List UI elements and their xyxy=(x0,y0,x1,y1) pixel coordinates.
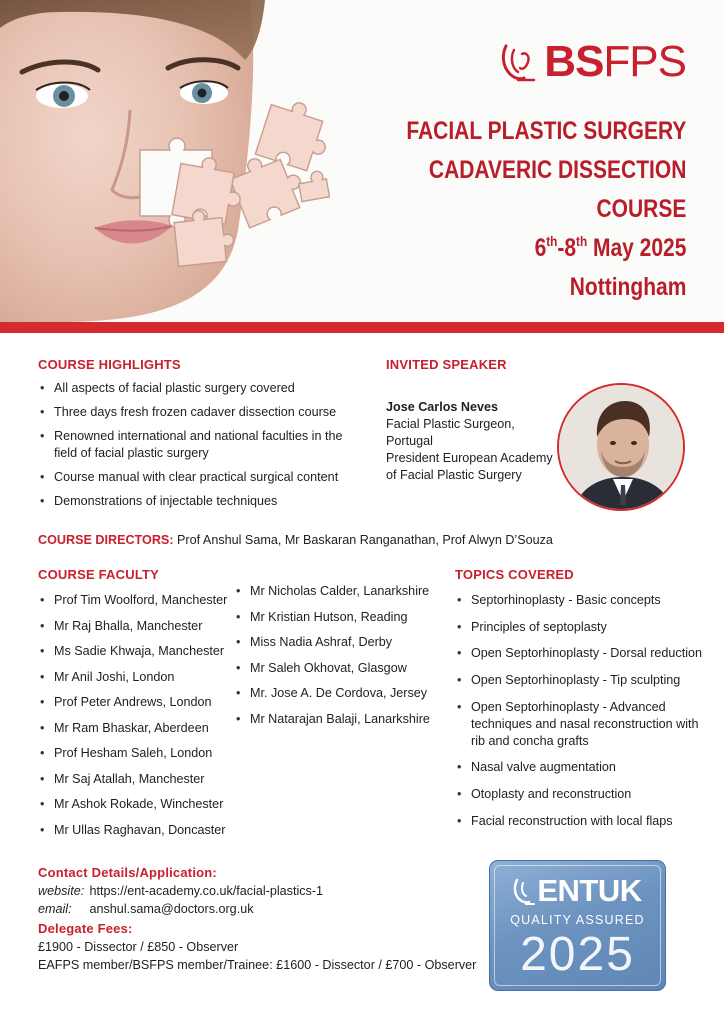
list-item: • Mr Saleh Okhovat, Glasgow xyxy=(234,660,434,677)
speaker-portrait-image xyxy=(559,385,685,511)
invited-speaker xyxy=(386,356,556,484)
list-item: • Mr Natarajan Balaji, Lanarkshire xyxy=(234,711,434,728)
speaker-title: President European Academy xyxy=(386,451,553,465)
title-line-2: CADAVERIC DISSECTION xyxy=(428,156,686,184)
email-row xyxy=(38,900,478,918)
course-highlights xyxy=(38,356,348,510)
list-item: • Mr Ullas Raghavan, Doncaster xyxy=(38,822,234,839)
faculty-heading: COURSE FACULTY xyxy=(38,567,160,582)
list-item: • Prof Peter Andrews, London xyxy=(38,694,234,711)
list-item: • Open Septorhinoplasty - Tip sculpting xyxy=(455,672,705,689)
list-item: • Open Septorhinoplasty - Advanced techniques and nasal reconstruction with rib and concha grafts xyxy=(455,699,705,750)
speaker-name: Jose Carlos Neves xyxy=(386,400,499,414)
bsfps-logo-mark-icon xyxy=(500,40,542,84)
topics-heading: TOPICS COVERED xyxy=(455,567,574,582)
list-item: • Prof Tim Woolford, Manchester xyxy=(38,592,234,609)
list-item: • Septorhinoplasty - Basic concepts xyxy=(455,592,705,609)
date-day-end: -8 xyxy=(556,234,576,262)
title-line-3: COURSE xyxy=(596,195,686,223)
list-item: • Three days fresh frozen cadaver dissection course xyxy=(38,404,348,421)
list-item: • Mr Saj Atallah, Manchester xyxy=(38,771,234,788)
list-item: • Nasal valve augmentation xyxy=(455,759,705,776)
list-item: • Mr. Jose A. De Cordova, Jersey xyxy=(234,685,434,702)
highlights-heading: COURSE HIGHLIGHTS xyxy=(38,357,181,372)
list-item: • Miss Nadia Ashraf, Derby xyxy=(234,634,434,651)
list-item: • Course manual with clear practical surgical content xyxy=(38,469,348,486)
course-dates xyxy=(406,229,686,268)
list-item: • Renowned international and national faculties in the field of facial plastic surgery xyxy=(38,428,348,462)
speaker-role: Facial Plastic Surgeon, xyxy=(386,417,515,431)
list-item: • Prof Hesham Saleh, London xyxy=(38,745,234,762)
speaker-title-cont: of Facial Plastic Surgery xyxy=(386,468,522,482)
contact-heading: Contact Details/Application: xyxy=(38,865,217,880)
list-item: • Mr Ram Bhaskar, Aberdeen xyxy=(38,720,234,737)
course-location: Nottingham xyxy=(569,273,686,301)
date-ordinal-start: th xyxy=(545,233,557,249)
list-item: • Otoplasty and reconstruction xyxy=(455,786,705,803)
fees-heading: Delegate Fees: xyxy=(38,921,133,936)
faculty-list-col-2 xyxy=(234,583,434,847)
email-label: email: xyxy=(38,902,72,916)
directors-names: Prof Anshul Sama, Mr Baskaran Ranganathan, Prof Alwyn D’Souza xyxy=(173,533,553,547)
list-item: • Facial reconstruction with local flaps xyxy=(455,813,705,830)
course-faculty xyxy=(38,566,438,847)
badge-year: 2025 xyxy=(520,928,635,981)
fee-standard: £1900 - Dissector / £850 - Observer xyxy=(38,940,239,954)
entuk-logo xyxy=(490,873,665,909)
highlights-list xyxy=(38,380,348,510)
list-item: • All aspects of facial plastic surgery covered xyxy=(38,380,348,397)
face-puzzle-image xyxy=(0,0,330,322)
header-divider xyxy=(0,322,724,333)
date-month-year: May 2025 xyxy=(586,234,686,262)
list-item: • Mr Raj Bhalla, Manchester xyxy=(38,618,234,635)
title-line-1: FACIAL PLASTIC SURGERY xyxy=(405,117,686,145)
course-directors xyxy=(38,533,688,547)
speaker-portrait xyxy=(557,383,685,511)
list-item: • Principles of septoplasty xyxy=(455,619,705,636)
website-link[interactable]: https://ent-academy.co.uk/facial-plastics-1 xyxy=(89,884,324,898)
badge-tagline: QUALITY ASSURED xyxy=(510,913,645,927)
course-title xyxy=(406,112,686,307)
contact-details xyxy=(38,864,478,974)
list-item: • Open Septorhinoplasty - Dorsal reduction xyxy=(455,645,705,662)
list-item: • Mr Ashok Rokade, Winchester xyxy=(38,796,234,813)
logo-text-fps: FPS xyxy=(603,37,686,86)
list-item: • Demonstrations of injectable techniques xyxy=(38,493,348,510)
faculty-list-col-1 xyxy=(38,592,234,847)
entuk-name: ENTUK xyxy=(537,873,642,908)
entuk-logo-mark-icon xyxy=(513,877,535,905)
date-day-start: 6 xyxy=(534,234,546,262)
speaker-country: Portugal xyxy=(386,434,433,448)
invited-heading: INVITED SPEAKER xyxy=(386,357,507,372)
date-ordinal-end: th xyxy=(575,233,587,249)
website-label: website: xyxy=(38,884,85,898)
list-item: • Mr Nicholas Calder, Lanarkshire xyxy=(234,583,434,600)
hero-banner xyxy=(0,0,724,322)
topics-covered xyxy=(455,566,705,840)
topics-list xyxy=(455,592,705,830)
email-link[interactable]: anshul.sama@doctors.org.uk xyxy=(89,902,254,916)
list-item: • Mr Anil Joshi, London xyxy=(38,669,234,686)
list-item: • Mr Kristian Hutson, Reading xyxy=(234,609,434,626)
fee-member: EAFPS member/BSFPS member/Trainee: £1600 - Dissector / £700 - Observer xyxy=(38,958,477,972)
bsfps-logo xyxy=(500,37,686,86)
directors-label: COURSE DIRECTORS: xyxy=(38,533,174,547)
entuk-quality-badge xyxy=(489,860,666,991)
list-item: • Ms Sadie Khwaja, Manchester xyxy=(38,643,234,660)
logo-text-bs: BS xyxy=(544,37,604,86)
website-row xyxy=(38,882,478,900)
